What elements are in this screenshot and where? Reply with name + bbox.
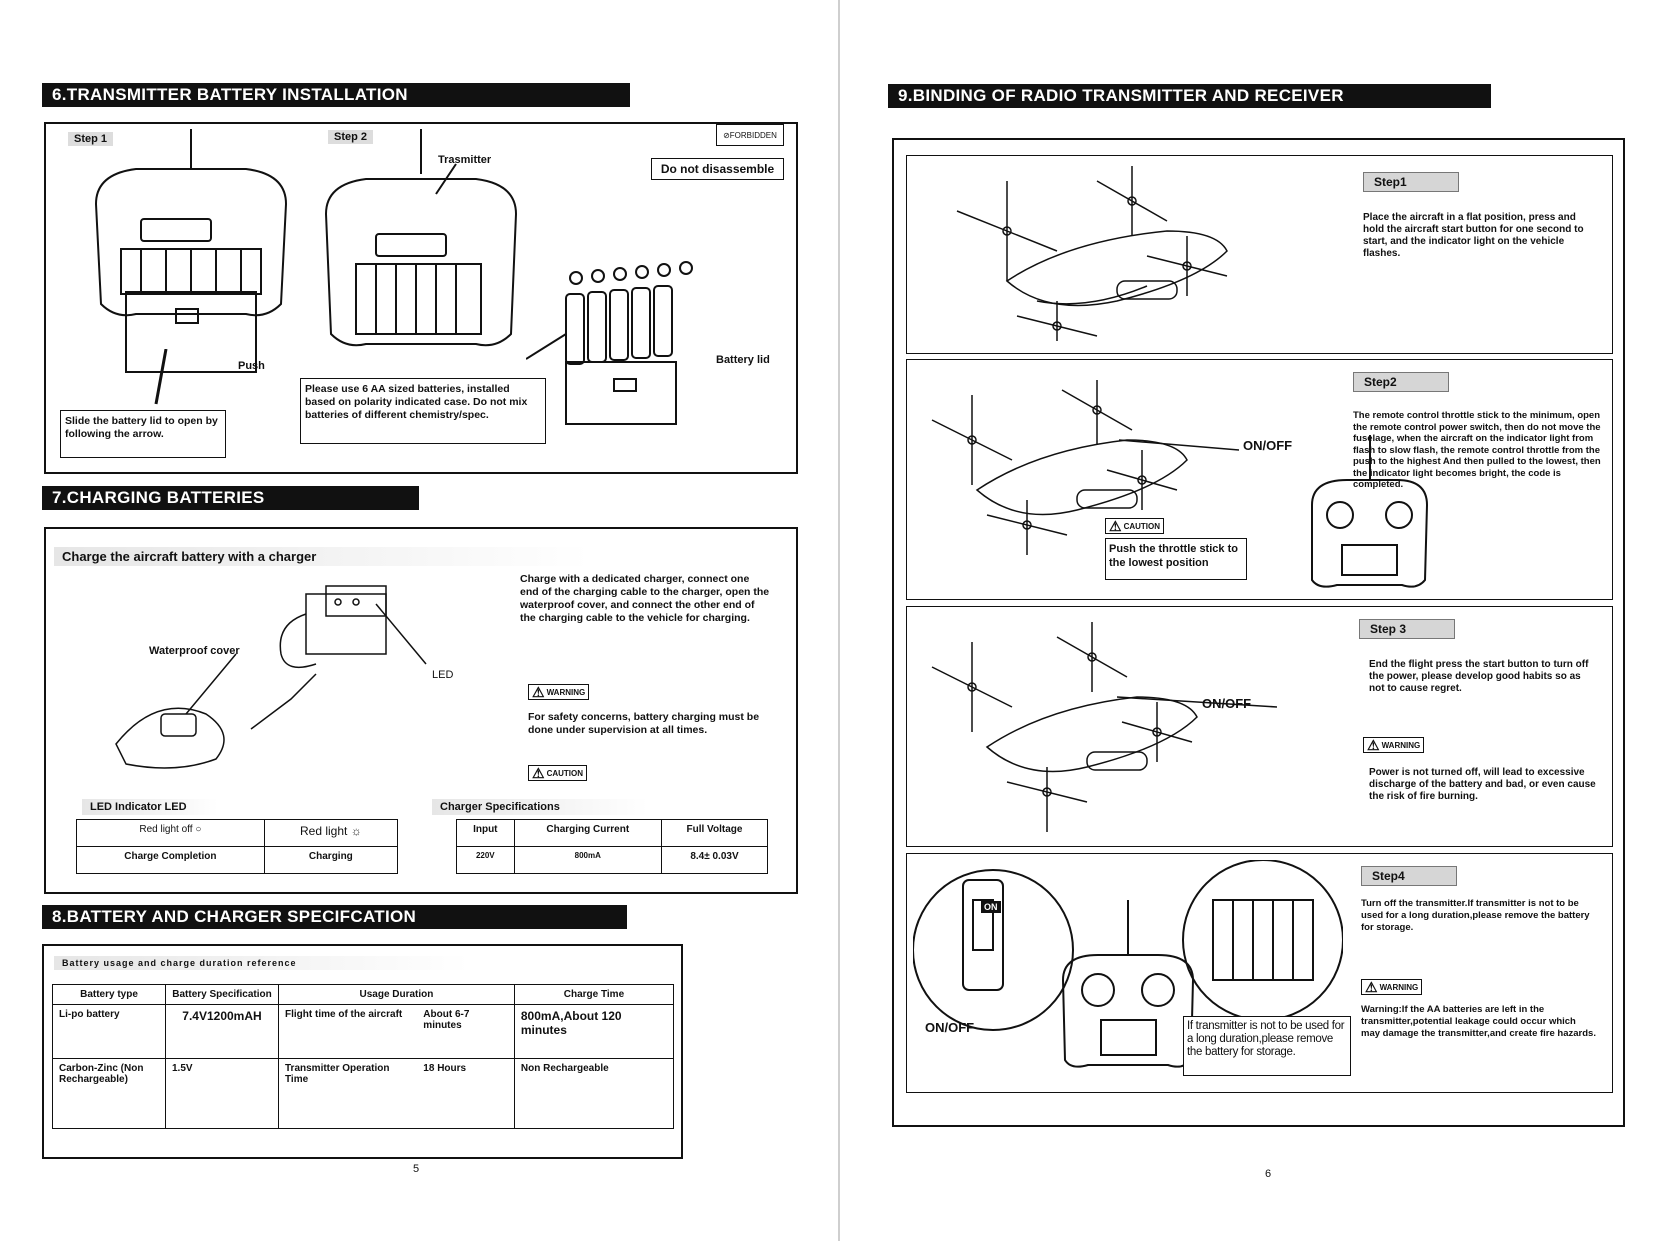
step2-caution-badge [1105, 518, 1164, 534]
row2-spec: 1.5V [166, 1059, 279, 1129]
aa-battery-note: Please use 6 AA sized batteries, installed based on polarity indicated case. Do not mix batteries of different chemistry/spec. [300, 378, 546, 444]
charging-cell: Charging [264, 847, 397, 874]
storage-note: If transmitter is not to be used for a long duration,please remove the battery for storage. [1183, 1016, 1351, 1076]
spec-header-current: Charging Current [514, 820, 661, 847]
warning-triangle-icon: ⚠ [532, 684, 545, 700]
led-on-icon: ☼ [350, 824, 362, 838]
header-usage-duration: Usage Duration [279, 985, 515, 1005]
spec-current-value: 800mA [514, 847, 661, 874]
row2-charge-time: Non Rechargeable [514, 1059, 673, 1129]
battery-lid-label: Battery lid [716, 354, 770, 366]
led-off-text: Red light off [139, 824, 193, 835]
forbidden-icon: ⊘ FORBIDDEN [716, 124, 784, 146]
step2-label: Step 2 [328, 130, 373, 144]
charge-complete-cell: Charge Completion [77, 847, 265, 874]
warning-triangle-icon: ⚠ [1365, 979, 1378, 995]
warning-badge [528, 684, 589, 700]
led-off-cell [77, 820, 265, 847]
section-9-header: 9.BINDING OF RADIO TRANSMITTER AND RECEIVER [888, 84, 1491, 108]
step4-warning-text: Warning:If the AA batteries are left in the transmitter,potential leakage could occur which may damage the transmitter,and create fire hazards. [1361, 1004, 1596, 1039]
step3-panel [906, 606, 1613, 847]
push-label: Push [238, 360, 265, 372]
header-battery-spec: Battery Specification [166, 985, 279, 1005]
drone-illustration-1 [947, 161, 1277, 341]
onoff-pointer-2 [1119, 435, 1239, 465]
step2-text: The remote control throttle stick to the minimum, open the remote control power switch, then do not move the fuselage, when the aircraft on the indicator light from flash to slow flash, the remote control throttle from the push to the highest And then pulled to the lowest, then the indicator light becomes bright, the code is completed. [1353, 410, 1601, 490]
waterproof-cover-label: Waterproof cover [149, 645, 240, 657]
step3-text: End the flight press the start button to turn off the power, please develop good habits so as not to cause regret. [1369, 659, 1589, 694]
drone-illustration-3 [927, 617, 1227, 837]
forbidden-text: FORBIDDEN [729, 130, 777, 140]
spec-header-voltage: Full Voltage [661, 820, 767, 847]
step3-warning-badge [1363, 737, 1424, 753]
row1-spec: 7.4V1200mAH [166, 1005, 279, 1059]
row2-duration: 18 Hours [417, 1059, 514, 1129]
caution-triangle-icon: ⚠ [532, 765, 545, 781]
step1-text: Place the aircraft in a flat position, press and hold the aircraft start button for one second to start, and the indicator light on the vehicle flashes. [1363, 212, 1584, 259]
step3-tag: Step 3 [1359, 619, 1455, 639]
transmitter-illustrations [66, 124, 586, 374]
led-on-text: Red light [299, 824, 348, 838]
header-battery-type: Battery type [53, 985, 166, 1005]
section-7-header: 7.CHARGING BATTERIES [42, 486, 419, 510]
step1-tag: Step1 [1363, 172, 1459, 192]
arrow-icon [146, 349, 186, 409]
row1-type: Li-po battery [53, 1005, 166, 1059]
warning-badge-text: WARNING [546, 687, 586, 697]
do-not-disassemble: Do not disassemble [651, 158, 784, 180]
on-label: ON [981, 901, 1001, 913]
step2-panel [906, 359, 1613, 600]
charger-illustration [76, 564, 436, 774]
spec-input-value: 220V [457, 847, 515, 874]
step1-label: Step 1 [68, 132, 113, 146]
caution-badge-text: CAUTION [546, 768, 584, 778]
onoff-pointer-3 [1117, 692, 1277, 722]
aa-batteries-icon [526, 254, 766, 434]
step3-onoff-label: ON/OFF [1202, 696, 1252, 711]
step4-text: Turn off the transmitter.If transmitter is not to be used for a long duration,please remove the battery for storage. [1361, 898, 1590, 933]
section-6-frame [44, 122, 798, 474]
step2-caution-text: CAUTION [1123, 521, 1161, 531]
warning-triangle-icon: ⚠ [1367, 737, 1380, 753]
led-indicator-title: LED Indicator LED [82, 799, 218, 815]
step4-tag: Step4 [1361, 866, 1457, 886]
step4-panel [906, 853, 1613, 1093]
warning-text: For safety concerns, battery charging must be done under supervision at all times. [528, 711, 760, 736]
step4-warning-text-tag: WARNING [1379, 982, 1419, 992]
step1-panel [906, 155, 1613, 354]
charge-subtitle: Charge the aircraft battery with a charger [54, 547, 590, 566]
row1-charge-time: 800mA,About 120 minutes [514, 1005, 673, 1059]
step3-warning-text: Power is not turned off, will lead to excessive discharge of the battery and bad, or even cause the risk of fire burning. [1369, 767, 1596, 802]
section-9-frame [892, 138, 1625, 1127]
header-charge-time: Charge Time [514, 985, 673, 1005]
battery-spec-table [52, 984, 674, 1129]
section-8-header: 8.BATTERY AND CHARGER SPECIFCATION [42, 905, 627, 929]
spec-voltage-value: 8.4± 0.03V [661, 847, 767, 874]
step3-warning-text-tag: WARNING [1381, 740, 1421, 750]
row2-type: Carbon-Zinc (Non Rechargeable) [53, 1059, 166, 1129]
drone-illustration-2 [927, 380, 1227, 560]
slide-lid-note: Slide the battery lid to open by following the arrow. [60, 410, 226, 458]
step4-onoff-label: ON/OFF [925, 1020, 975, 1035]
row1-usage: Flight time of the aircraft [279, 1005, 418, 1059]
page-divider [838, 0, 840, 1241]
caution-triangle-icon: ⚠ [1109, 518, 1122, 534]
charge-instructions: Charge with a dedicated charger, connect one end of the charging cable to the charger, open the waterproof cover, and connect the other end of the charging cable to the vehicle for charging. [520, 573, 770, 624]
led-on-cell [264, 820, 397, 847]
led-indicator-table [76, 819, 398, 874]
page-number-left: 5 [413, 1163, 420, 1175]
led-off-icon: ○ [195, 824, 202, 835]
section-6-header: 6.TRANSMITTER BATTERY INSTALLATION [42, 83, 630, 107]
section-8-frame [42, 944, 683, 1159]
step4-warning-badge [1361, 979, 1422, 995]
row1-duration: About 6-7 minutes [417, 1005, 514, 1059]
transmitter-label: Trasmitter [438, 154, 492, 166]
step2-tag: Step2 [1353, 372, 1449, 392]
step2-onoff-label: ON/OFF [1243, 438, 1293, 453]
charger-spec-table [456, 819, 768, 874]
push-throttle-note: Push the throttle stick to the lowest position [1105, 538, 1247, 580]
section-7-frame [44, 527, 798, 894]
battery-usage-subtitle: Battery usage and charge duration reference [54, 956, 470, 970]
charger-spec-title: Charger Specifications [432, 799, 648, 815]
row2-usage: Transmitter Operation Time [279, 1059, 418, 1129]
spec-header-input: Input [457, 820, 515, 847]
page-number-right: 6 [1265, 1168, 1272, 1180]
caution-badge [528, 765, 587, 781]
led-label: LED [432, 669, 454, 681]
